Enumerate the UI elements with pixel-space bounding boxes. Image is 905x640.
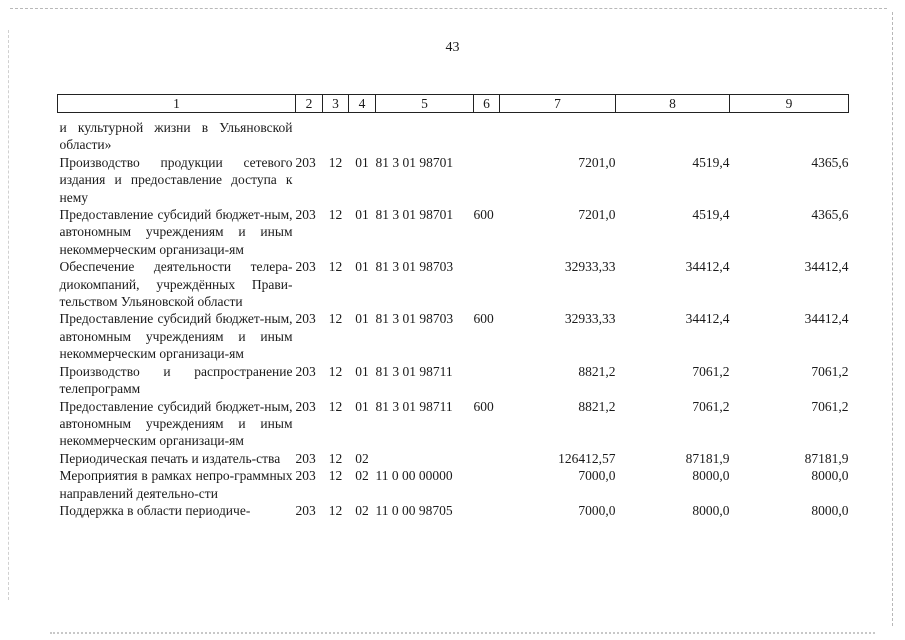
header-cell-9: 9 [730, 95, 849, 113]
cell-value-9: 7061,2 [811, 398, 849, 414]
cell-value-8: 4519,4 [692, 154, 730, 170]
table-row [58, 206, 849, 258]
cell-value-8: 8000,0 [692, 502, 730, 518]
cell-ministry: 203 [295, 363, 316, 379]
table-row [58, 154, 849, 206]
cell-section: 12 [328, 468, 343, 484]
row-description: Периодическая печать и издатель-ства [59, 450, 281, 466]
row-description: Предоставление субсидий бюджет-ным, автономным учреждениям и иным некоммерческим организаци-ям [59, 207, 293, 257]
cell-section: 12 [328, 363, 343, 379]
cell-expense-type [474, 450, 500, 467]
header-row [58, 95, 849, 113]
row-description: Предоставление субсидий бюджет-ным, автономным учреждениям и иным некоммерческим организаци-ям [59, 311, 293, 362]
header-cell-1: 1 [58, 95, 296, 113]
row-description: Поддержка в области периодиче- [59, 502, 251, 518]
row-description: Мероприятия в рамках непро-граммных направлений деятельно-сти [59, 468, 293, 501]
cell-target-code: 81 3 01 98703 [375, 311, 454, 327]
cell-expense-type [474, 119, 500, 154]
cell-value-8: 7061,2 [692, 398, 730, 414]
cell-ministry: 203 [295, 259, 316, 275]
cell-subsection: 02 [355, 450, 369, 466]
cell-section: 12 [328, 398, 343, 414]
cell-value-8: 7061,2 [692, 363, 730, 379]
cell-section: 12 [328, 207, 343, 223]
cell-value-8: 87181,9 [685, 450, 730, 466]
cell-value-9: 34412,4 [804, 259, 849, 275]
cell-target-code: 11 0 00 98705 [375, 502, 453, 518]
scan-border-top [10, 8, 887, 9]
cell-expense-type [474, 467, 500, 502]
row-description: Производство и распространение телепрограмм [59, 363, 293, 397]
cell-value-7: 7000,0 [578, 502, 616, 518]
cell-target-code: 81 3 01 98703 [375, 259, 454, 275]
header-cell-5: 5 [376, 95, 474, 113]
cell-subsection: 01 [355, 398, 369, 414]
cell-ministry: 203 [295, 207, 316, 223]
header-cell-3: 3 [323, 95, 349, 113]
cell-value-8: 34412,4 [685, 259, 730, 275]
cell-value-9: 34412,4 [804, 311, 849, 327]
cell-value-7: 8821,2 [578, 363, 616, 379]
cell-ministry: 203 [295, 311, 316, 327]
cell-target-code: 81 3 01 98711 [375, 398, 453, 414]
cell-value-7: 32933,33 [564, 259, 616, 275]
cell-target-code [376, 119, 474, 154]
cell-target-code [376, 450, 474, 467]
table-row [58, 310, 849, 362]
cell-value-7 [500, 119, 616, 154]
cell-ministry: 203 [295, 398, 316, 414]
cell-ministry: 203 [295, 450, 316, 466]
budget-table [57, 94, 849, 519]
cell-target-code: 81 3 01 98701 [375, 207, 454, 223]
row-description: Производство продукции сетевого издания и предоставление доступа к нему [59, 154, 293, 205]
page-number: 43 [445, 40, 460, 55]
header-cell-8: 8 [616, 95, 730, 113]
header-cell-4: 4 [349, 95, 376, 113]
header-cell-2: 2 [296, 95, 323, 113]
cell-value-9: 8000,0 [811, 468, 849, 484]
cell-subsection: 01 [355, 259, 369, 275]
table-row [58, 398, 849, 450]
cell-value-8: 4519,4 [692, 207, 730, 223]
cell-subsection: 01 [355, 154, 369, 170]
cell-expense-type: 600 [473, 311, 494, 327]
table-row [58, 119, 849, 154]
cell-section: 12 [328, 259, 343, 275]
cell-value-9: 4365,6 [811, 154, 849, 170]
row-description: Предоставление субсидий бюджет-ным, автономным учреждениям и иным некоммерческим организаци-ям [59, 398, 293, 449]
cell-ministry: 203 [295, 468, 316, 484]
cell-value-8: 8000,0 [692, 468, 730, 484]
cell-value-9: 4365,6 [811, 207, 849, 223]
cell-target-code: 81 3 01 98711 [375, 363, 453, 379]
cell-expense-type [474, 258, 500, 310]
row-description: Обеспечение деятельности телера-диокомпаний, учреждённых Прави-тельством Ульяновской области [59, 259, 293, 310]
cell-ministry: 203 [295, 502, 316, 518]
cell-subsection: 01 [355, 311, 369, 327]
cell-value-7: 126412,57 [558, 450, 616, 466]
cell-expense-type: 600 [473, 207, 494, 223]
row-description: и культурной жизни в Ульяновской области» [59, 120, 293, 153]
cell-value-7: 7201,0 [578, 154, 616, 170]
cell-value-7: 7201,0 [578, 207, 616, 223]
cell-value-9: 7061,2 [811, 363, 849, 379]
cell-expense-type [474, 363, 500, 398]
cell-value-8 [616, 119, 730, 154]
scan-border-right [892, 12, 893, 626]
cell-subsection: 02 [355, 468, 369, 484]
table-row [58, 502, 849, 519]
cell-section: 12 [328, 450, 343, 466]
cell-value-7: 8821,2 [578, 398, 616, 414]
cell-value-9: 8000,0 [811, 502, 849, 518]
cell-expense-type: 600 [473, 398, 494, 414]
table-row [58, 450, 849, 467]
cell-ministry: 203 [295, 154, 316, 170]
cell-target-code: 11 0 00 00000 [375, 468, 453, 484]
table-row [58, 467, 849, 502]
cell-value-9: 87181,9 [804, 450, 849, 466]
cell-section [323, 119, 349, 154]
cell-value-7: 32933,33 [564, 311, 616, 327]
cell-target-code: 81 3 01 98701 [375, 154, 454, 170]
cell-expense-type [474, 502, 500, 519]
table-row [58, 258, 849, 310]
cell-value-8: 34412,4 [685, 311, 730, 327]
header-cell-6: 6 [474, 95, 500, 113]
cell-subsection: 01 [355, 363, 369, 379]
table-row [58, 363, 849, 398]
cell-subsection: 02 [355, 502, 369, 518]
cell-subsection: 01 [355, 207, 369, 223]
header-cell-7: 7 [500, 95, 616, 113]
cell-value-9 [730, 119, 849, 154]
scan-border-bottom [50, 632, 875, 634]
cell-value-7: 7000,0 [578, 468, 616, 484]
cell-subsection [349, 119, 376, 154]
cell-section: 12 [328, 154, 343, 170]
scan-border-left [8, 30, 9, 600]
cell-ministry [296, 119, 323, 154]
cell-section: 12 [328, 502, 343, 518]
cell-expense-type [474, 154, 500, 206]
cell-section: 12 [328, 311, 343, 327]
